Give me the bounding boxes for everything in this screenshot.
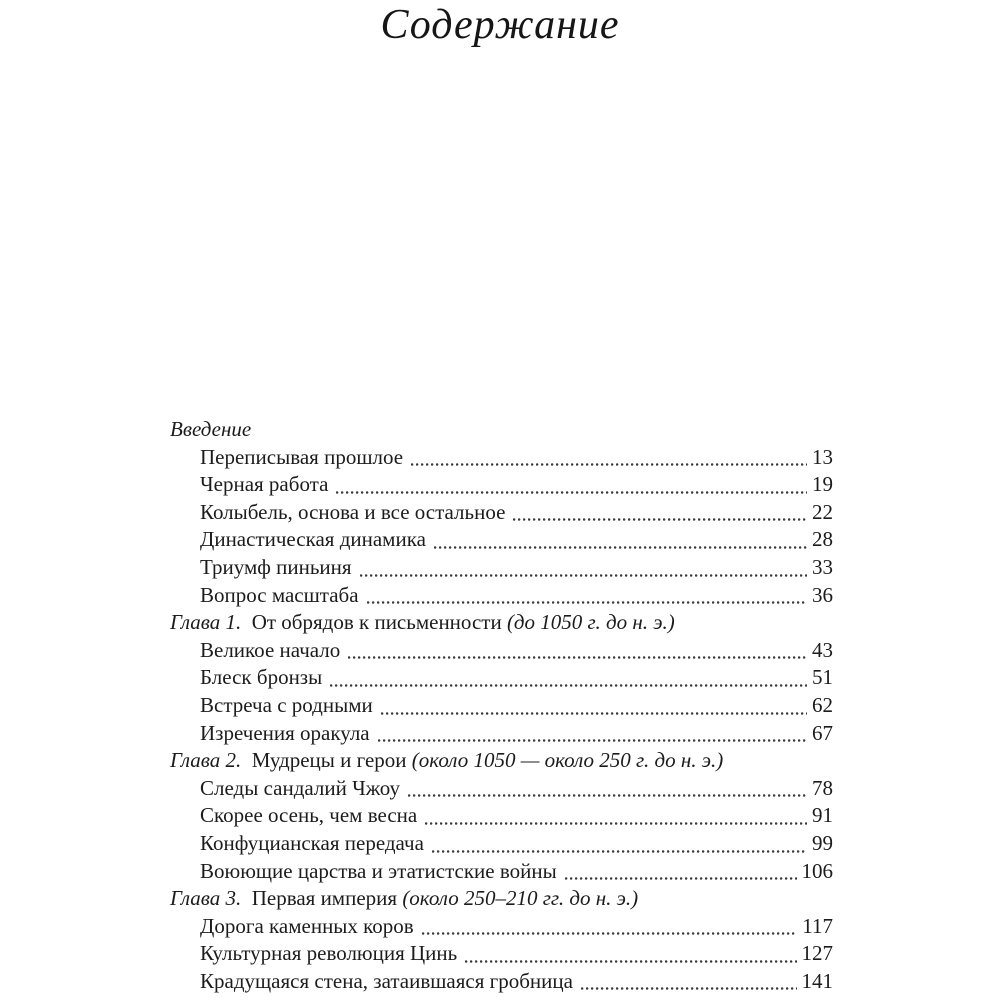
- toc-heading-text: Введение: [170, 417, 252, 441]
- page-title: Содержание: [380, 2, 620, 48]
- toc-entry-row: [170, 940, 833, 968]
- toc-leader-dots: [425, 802, 807, 830]
- toc-entry-row: [170, 444, 833, 472]
- toc-leader-dots: [581, 968, 797, 996]
- toc-heading-row: [170, 609, 833, 637]
- toc-entry-title: Конфуцианская передача: [200, 830, 424, 855]
- toc-heading-text: (около 250–210 гг. до н. э.): [402, 886, 639, 911]
- toc-entry-page: 141: [801, 968, 833, 993]
- toc-entry-title: Переписывая прошлое: [200, 444, 404, 469]
- toc-leader-dots: [565, 858, 797, 886]
- toc-entry-page: 51: [812, 665, 833, 690]
- toc-entry-title: Встреча с родными: [200, 692, 373, 717]
- toc-leader-dots: [422, 913, 798, 941]
- toc-leader-dots: [360, 554, 807, 582]
- toc-entry-title: Триумф пиньиня: [200, 554, 352, 579]
- toc-heading-text: Глава 1.: [170, 610, 242, 635]
- toc-entry-row: [170, 913, 833, 941]
- toc-leader-dots: [378, 720, 807, 748]
- toc-entry-page: 36: [812, 582, 833, 607]
- toc-entry-page: 28: [812, 527, 833, 552]
- toc-entry-page: 33: [812, 554, 833, 579]
- toc-entry-row: [170, 471, 833, 499]
- toc-entry-row: [170, 802, 833, 830]
- toc-leader-dots: [513, 499, 807, 527]
- toc-heading-text: Глава 3.: [170, 886, 242, 911]
- toc-leader-dots: [408, 775, 807, 803]
- toc-entry-row: [170, 554, 833, 582]
- toc-entry-page: 78: [812, 775, 833, 800]
- toc-entry-row: [170, 499, 833, 527]
- toc-entry-row: [170, 664, 833, 692]
- toc-leader-dots: [330, 664, 807, 692]
- toc-entry-row: [170, 692, 833, 720]
- toc-entry-title: Культурная революция Цинь: [200, 941, 458, 966]
- toc-entry-title: Блеск бронзы: [200, 665, 323, 690]
- toc-entry-title: Следы сандалий Чжоу: [200, 775, 400, 800]
- toc-entry-page: 13: [812, 444, 833, 469]
- toc-entry-title: Династическая динамика: [200, 527, 426, 552]
- toc-leader-dots: [465, 940, 796, 968]
- toc-entry-title: Колыбель, основа и все остальное: [200, 499, 506, 524]
- toc-entry-title: Великое начало: [200, 637, 341, 662]
- toc-entry-title: Дорога каменных коров: [200, 913, 414, 938]
- toc-entry-row: [170, 720, 833, 748]
- toc-entry-page: 106: [801, 858, 833, 883]
- toc-leader-dots: [432, 830, 807, 858]
- toc-entry-row: [170, 637, 833, 665]
- toc-heading-row: [170, 747, 833, 775]
- toc-entry-row: [170, 830, 833, 858]
- toc-entry-title: Крадущаяся стена, затаившаяся гробница: [200, 968, 573, 993]
- toc-entry-row: [170, 526, 833, 554]
- toc-entry-title: Скорее осень, чем весна: [200, 803, 418, 828]
- toc-entry-row: [170, 858, 833, 886]
- toc-leader-dots: [434, 526, 807, 554]
- toc-heading-row: [170, 416, 833, 444]
- toc-heading-text: (около 1050 — около 250 г. до н. э.): [411, 748, 724, 773]
- toc-entry-page: 19: [812, 472, 833, 497]
- toc-entry-row: [170, 775, 833, 803]
- toc-entry-page: 127: [801, 941, 833, 966]
- toc-leader-dots: [367, 582, 807, 610]
- toc-entry-page: 117: [802, 913, 833, 938]
- toc-leader-dots: [348, 637, 807, 665]
- toc-heading-text: Глава 2.: [170, 748, 242, 773]
- toc-heading-text: От обрядов к письменности: [241, 610, 507, 635]
- toc-heading-text: Мудрецы и герои: [241, 748, 412, 773]
- toc-entry-page: 62: [812, 692, 833, 717]
- toc-entry-page: 67: [812, 720, 833, 745]
- toc-entry-row: [170, 968, 833, 996]
- toc-entry-title: Вопрос масштаба: [200, 582, 359, 607]
- toc-leader-dots: [411, 444, 807, 472]
- toc-entry-page: 22: [812, 499, 833, 524]
- toc-entry-row: [170, 582, 833, 610]
- toc-entry-title: Изречения оракула: [200, 720, 370, 745]
- toc-entry-page: 91: [812, 803, 833, 828]
- toc-heading-text: Первая империя: [241, 886, 403, 911]
- toc-heading-text: (до 1050 г. до н. э.): [506, 610, 675, 635]
- toc-entry-title: Черная работа: [200, 472, 329, 497]
- toc-list: [170, 416, 833, 995]
- toc-heading-row: [170, 885, 833, 913]
- toc-entry-page: 99: [812, 830, 833, 855]
- toc-leader-dots: [381, 692, 807, 720]
- toc-entry-title: Воюющие царства и этатистские войны: [200, 858, 557, 883]
- toc-leader-dots: [336, 471, 807, 499]
- toc-entry-page: 43: [812, 637, 833, 662]
